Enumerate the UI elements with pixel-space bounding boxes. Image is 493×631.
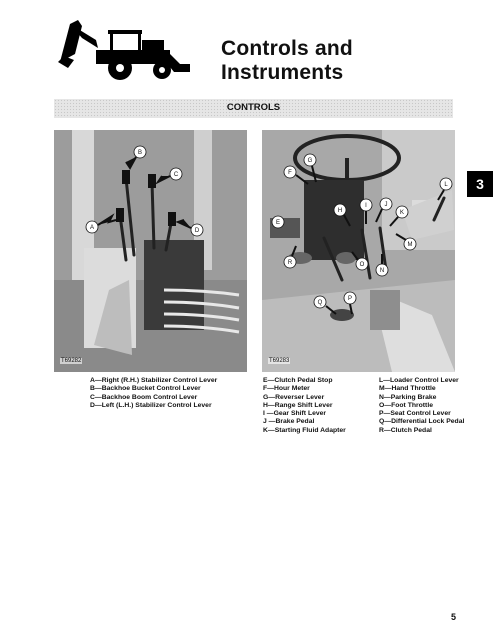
legend-item: O—Foot Throttle: [379, 401, 433, 409]
svg-text:J: J: [384, 202, 388, 208]
callout-B: [126, 146, 146, 168]
legend-item: L—Loader Control Lever: [379, 377, 459, 384]
legend-item: A—Right (R.H.) Stabilizer Control Lever: [90, 377, 218, 384]
svg-text:K: K: [399, 210, 405, 216]
callout-P: [344, 292, 356, 314]
legend-item: F—Hour Meter: [263, 385, 310, 393]
backhoe-loader-icon: [52, 10, 192, 82]
svg-text:I: I: [365, 203, 367, 209]
legend-item: B—Backhoe Bucket Control Lever: [90, 385, 201, 393]
svg-text:D: D: [194, 228, 200, 234]
title-line-2: Instruments: [221, 61, 344, 84]
svg-text:H: H: [337, 208, 343, 214]
callout-R: [284, 246, 296, 268]
svg-text:R: R: [287, 260, 293, 266]
callout-E: [272, 216, 284, 228]
page-number: 5: [451, 612, 457, 622]
svg-text:P: P: [347, 296, 353, 302]
section-banner: [54, 99, 453, 118]
legend-item: J —Brake Pedal: [263, 418, 315, 426]
chapter-tab: 3: [467, 171, 493, 197]
svg-text:Q: Q: [317, 300, 323, 306]
legend-item: C—Backhoe Boom Control Lever: [90, 393, 198, 401]
callout-L: [438, 178, 452, 200]
photo1-id: T69282: [61, 358, 82, 364]
callout-K: [390, 206, 408, 226]
callout-F: [284, 166, 308, 184]
legend-item: K—Starting Fluid Adapter: [263, 426, 346, 434]
legend-item: I —Gear Shift Lever: [263, 410, 327, 418]
legend-item: G—Reverser Lever: [263, 393, 325, 401]
callout-C: [158, 168, 182, 182]
title-line-1: Controls and: [221, 37, 353, 60]
legend-item: D—Left (L.H.) Stabilizer Control Lever: [90, 401, 212, 409]
callout-M: [396, 234, 416, 250]
legend-column-1: [90, 377, 217, 410]
svg-text:N: N: [379, 268, 385, 274]
svg-text:L: L: [444, 182, 448, 188]
svg-text:E: E: [275, 220, 281, 226]
callout-G: [304, 154, 316, 182]
svg-text:F: F: [288, 170, 292, 176]
legend-item: M—Hand Throttle: [379, 385, 436, 393]
legend-column-2: [263, 377, 346, 435]
svg-text:G: G: [307, 158, 313, 164]
svg-text:A: A: [89, 225, 95, 231]
legend-column-3: [379, 377, 464, 435]
callout-H: [334, 204, 350, 226]
svg-text:O: O: [359, 262, 365, 268]
callout-A: [86, 216, 116, 233]
photo-backhoe-controls: [54, 130, 247, 372]
legend-item: H—Range Shift Lever: [263, 401, 333, 409]
svg-text:M: M: [407, 242, 413, 248]
callout-I: [360, 199, 372, 224]
legend-item: N—Parking Brake: [379, 393, 437, 401]
legend-item: R—Clutch Pedal: [379, 426, 432, 434]
svg-text:C: C: [173, 172, 179, 178]
page-title: [221, 37, 353, 85]
photo1-callouts: [54, 130, 247, 372]
callout-D: [178, 220, 203, 236]
photo2-callouts: [262, 130, 455, 372]
legend-item: E—Clutch Pedal Stop: [263, 377, 333, 384]
callout-N: [376, 254, 388, 276]
svg-text:B: B: [137, 150, 143, 156]
photo-operator-station: [262, 130, 455, 372]
callout-J: [376, 198, 392, 222]
legend-item: Q—Differential Lock Pedal: [379, 418, 465, 426]
section-banner-label: CONTROLS: [226, 102, 281, 113]
callout-Q: [314, 296, 336, 314]
legend-item: P—Seat Control Lever: [379, 410, 451, 418]
photo2-id: T69283: [269, 358, 290, 364]
callout-O: [352, 252, 368, 270]
